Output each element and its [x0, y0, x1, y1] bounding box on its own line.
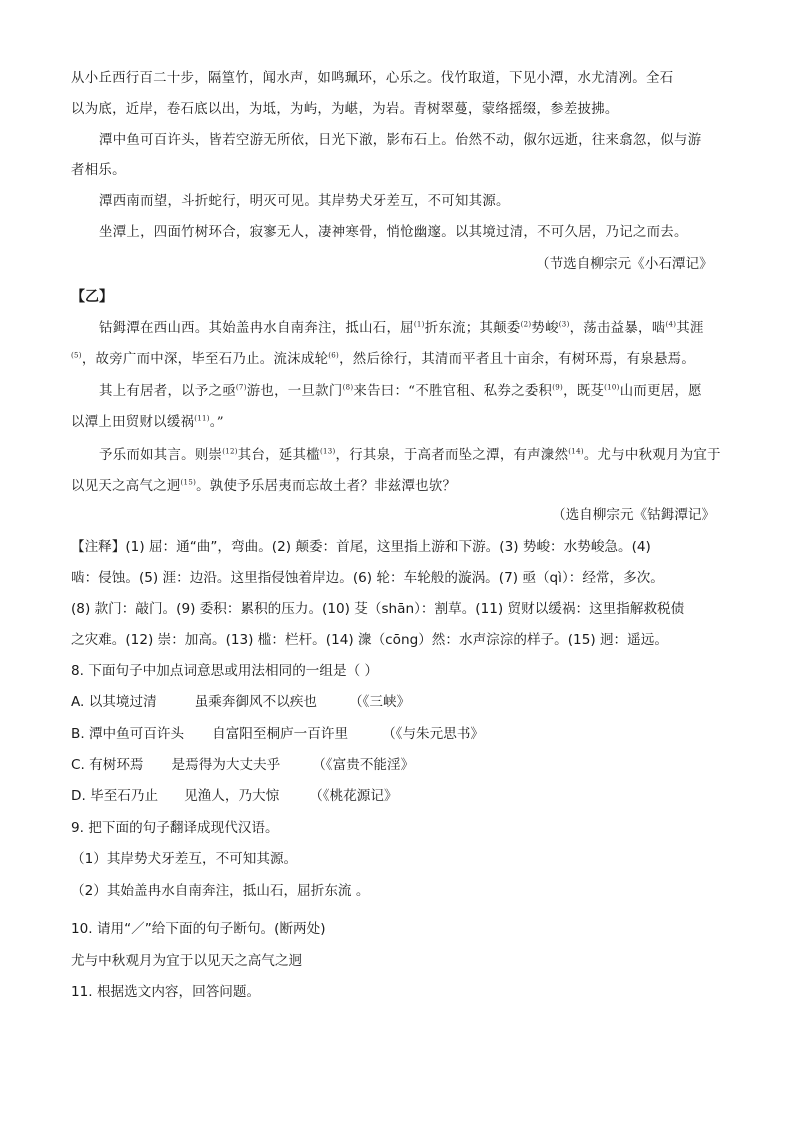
- passage-a-line-6: 坐潭上，四面竹树环合，寂寥无人，凄神寒骨，悄怆幽邃。以其境过清，不可久居，乃记之而去。: [99, 225, 688, 240]
- note-marker: (5): [71, 351, 82, 360]
- option-text: B. 潭中鱼可百许头: [71, 726, 185, 742]
- text-run: 。孰使予乐居夷而忘故土者？非兹潭也欤？: [196, 479, 457, 494]
- note-marker: (9): [552, 383, 564, 392]
- option-source: （《富贵不能淫》: [312, 757, 415, 773]
- question-11-stem: 11. 根据选文内容，回答问题。: [71, 984, 261, 1000]
- note-marker: (3): [558, 320, 570, 329]
- note-marker: (1): [413, 320, 425, 329]
- passage-b-line-6: [71, 480, 456, 493]
- notes-line-4: 之灾难。(12) 崇：加高。(13) 槛：栏杆。(14) 潨（cōng）然：水声淙淙的样子。(15) 迥：遥远。: [71, 632, 668, 648]
- notes-line-1: 【注释】(1) 屈：通“曲”，弯曲。(2) 颠委：首尾，这里指上游和下游。(3) 势峻：水势峻急。(4): [71, 539, 651, 555]
- passage-b-line-4: [71, 416, 224, 429]
- text-run: 。”: [209, 415, 224, 430]
- passage-b-label: 【乙】: [71, 289, 113, 305]
- text-run: 其上有居者，以予之亟: [99, 384, 236, 399]
- passage-a-line-5: 潭西南而望，斗折蛇行，明灭可见。其岸势犬牙差互，不可知其源。: [99, 194, 510, 209]
- option-text: A. 以其境过清: [71, 694, 157, 710]
- text-run: 以见天之高气之迥: [71, 479, 181, 494]
- text-run: ，故旁广而中深，毕至石乃止。流沫成轮: [81, 352, 329, 367]
- text-run: 来告曰：“不胜官租、私券之委积: [353, 384, 553, 399]
- question-8-option-a[interactable]: [71, 696, 410, 710]
- passage-b-line-5: [99, 449, 721, 462]
- option-text: D. 毕至石乃止: [71, 788, 159, 804]
- text-run: 游也，一旦款门: [246, 384, 343, 399]
- note-marker: (14): [568, 447, 584, 456]
- note-marker: (6): [328, 351, 340, 360]
- option-example: 见渔人，乃大惊: [184, 788, 280, 804]
- option-example: 是焉得为大丈夫乎: [171, 757, 281, 773]
- text-run: 折东流；其颠委: [424, 321, 521, 336]
- note-marker: (2): [520, 320, 532, 329]
- passage-b-line-1: [99, 322, 704, 335]
- question-8-option-b[interactable]: [71, 728, 484, 742]
- question-8-stem: 8. 下面句子中加点词意思或用法相同的一组是（ ）: [71, 663, 379, 679]
- question-9-item-1: （1）其岸势犬牙差互，不可知其源。: [71, 851, 298, 867]
- note-marker: (10): [604, 383, 620, 392]
- option-example: 虽乘奔御风不以疾也: [194, 694, 318, 710]
- question-8-option-d[interactable]: [71, 790, 398, 804]
- note-marker: (13): [319, 447, 336, 456]
- question-10-stem: 10. 请用“／”给下面的句子断句。(断两处): [71, 921, 326, 937]
- notes-line-3: (8) 款门：敲门。(9) 委积：累积的压力。(10) 芟（shān）：割草。(11) 贸财以缓祸：这里指解救税债: [71, 601, 685, 617]
- text-run: 。尤与中秋观月为宜于: [583, 448, 721, 463]
- text-run: 以潭上田贸财以缓祸: [71, 415, 195, 430]
- passage-a-line-2: 以为底，近岸，卷石底以出，为坻，为屿，为嵁，为岩。青树翠蔓，蒙络摇缀，参差披拂。: [71, 102, 619, 117]
- note-marker: (4): [665, 320, 677, 329]
- passage-b-source: （选自柳宗元《钴鉧潭记》: [552, 507, 716, 523]
- note-marker: (15): [180, 478, 197, 487]
- question-10-sentence: 尤与中秋观月为宜于以见天之高气之迥: [71, 953, 303, 969]
- question-9-item-2: （2）其始盖冉水自南奔注，抵山石，屈折东流 。: [71, 883, 370, 899]
- note-marker: (7): [235, 383, 247, 392]
- note-marker: (11): [194, 414, 210, 423]
- notes-line-2: 啮：侵蚀。(5) 涯：边沿。这里指侵蚀着岸边。(6) 轮：车轮般的漩涡。(7) 亟（qì）：经常，多次。: [71, 570, 664, 586]
- question-9-stem: 9. 把下面的句子翻译成现代汉语。: [71, 820, 279, 836]
- text-run: 予乐而如其言。则崇: [99, 448, 223, 463]
- option-text: C. 有树环焉: [71, 757, 144, 773]
- note-marker: (8): [342, 383, 354, 392]
- note-marker: (12): [222, 447, 238, 456]
- text-run: 势峻: [531, 321, 559, 336]
- text-run: ，荡击益暴，啮: [569, 321, 666, 336]
- passage-a-line-3: 潭中鱼可百许头，皆若空游无所依，日光下澈，影布石上。佁然不动，俶尔远逝，往来翕忽，似与游: [99, 133, 702, 148]
- passage-a-line-1: 从小丘西行百二十步，隔篁竹，闻水声，如鸣珮环，心乐之。伐竹取道，下见小潭，水尤清冽。全石: [71, 71, 674, 86]
- text-run: 其台，延其槛: [237, 448, 320, 463]
- passage-a-source: （节选自柳宗元《小石潭记》: [536, 256, 713, 272]
- option-source: （《与朱元思书》: [382, 726, 485, 742]
- option-source: （《桃花源记》: [309, 788, 398, 804]
- passage-a-line-4: 者相乐。: [71, 163, 126, 178]
- question-8-option-c[interactable]: [71, 759, 414, 773]
- text-run: 山而更居，愿: [619, 384, 702, 399]
- option-example: 自富阳至桐庐一百许里: [212, 726, 349, 742]
- text-run: ，然后徐行，其清而平者且十亩余，有树环焉，有泉悬焉。: [339, 352, 696, 367]
- text-run: 其涯: [676, 321, 704, 336]
- passage-b-line-2: [71, 353, 695, 366]
- text-run: 钴鉧潭在西山西。其始盖冉水自南奔注，抵山石，屈: [99, 321, 414, 336]
- option-source: （《三峡》: [349, 694, 411, 710]
- passage-b-line-3: [99, 385, 702, 398]
- text-run: ，行其泉，于高者而坠之潭，有声潨然: [335, 448, 569, 463]
- text-run: ，既芟: [563, 384, 605, 399]
